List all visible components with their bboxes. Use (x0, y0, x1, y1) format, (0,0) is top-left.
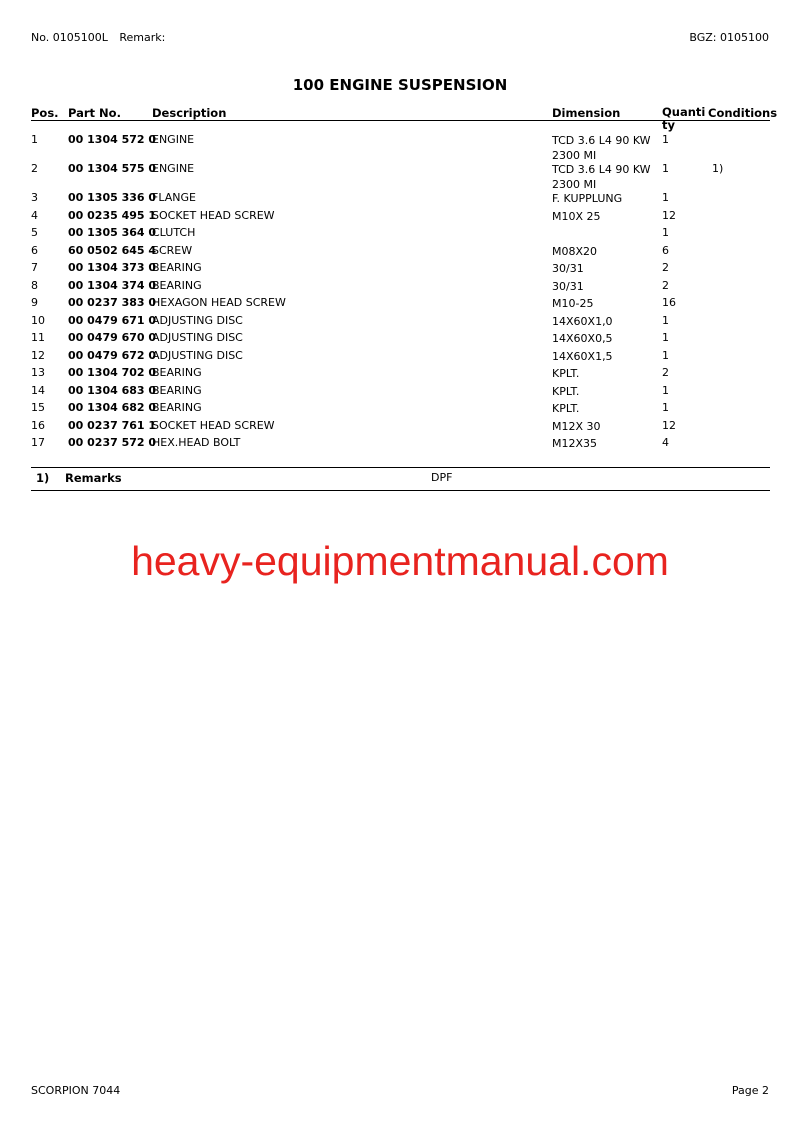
cell-part-no: 00 0237 761 1 (68, 418, 157, 432)
cell-quantity: 1 (662, 133, 669, 146)
cell-quantity: 12 (662, 418, 676, 432)
cell-dimension: KPLT. (552, 402, 580, 415)
table-row (0, 349, 800, 367)
table-row (0, 419, 800, 437)
cell-pos: 13 (31, 366, 45, 379)
column-header-description: Description (152, 106, 227, 120)
cell-description: ADJUSTING DISC (152, 313, 243, 327)
cell-quantity: 2 (662, 366, 669, 379)
cell-part-no: 00 0237 572 0 (68, 436, 157, 449)
cell-part-no: 00 1304 374 0 (68, 278, 157, 292)
column-header-pos: Pos. (31, 106, 59, 120)
cell-quantity: 1 (662, 331, 669, 344)
cell-dimension: 30/31 (552, 262, 584, 275)
remarks-bottom-divider (31, 490, 770, 491)
cell-description: ADJUSTING DISC (152, 331, 243, 344)
cell-dimension: F. KUPPLUNG (552, 192, 623, 205)
cell-description: BEARING (152, 401, 202, 414)
column-header-dimension: Dimension (552, 106, 621, 120)
cell-dimension: M12X35 (552, 437, 598, 450)
cell-part-no: 00 0479 670 0 (68, 331, 157, 344)
remarks-value: DPF (431, 471, 453, 484)
cell-quantity: 1 (662, 226, 669, 239)
document-number: No. 0105100L (31, 31, 108, 44)
table-row (0, 191, 800, 209)
cell-description: FLANGE (152, 191, 196, 204)
cell-part-no: 00 1304 373 0 (68, 261, 157, 274)
cell-part-no: 00 0479 671 0 (68, 313, 157, 327)
cell-pos: 14 (31, 383, 45, 397)
cell-dimension: M08X20 (552, 244, 598, 258)
cell-part-no: 00 0479 672 0 (68, 348, 157, 362)
cell-description: SOCKET HEAD SCREW (152, 418, 275, 432)
watermark-text: heavy-equipmentmanual.com (131, 538, 669, 584)
document-header-left (31, 31, 173, 44)
footer-page-number: Page 2 (731, 1084, 769, 1097)
cell-dimension: TCD 3.6 L4 90 KW 2300 MI (552, 163, 651, 191)
cell-dimension: M10X 25 (552, 209, 601, 223)
cell-quantity: 1 (662, 162, 669, 175)
cell-dimension: M12X 30 (552, 419, 601, 433)
table-row (0, 296, 800, 314)
table-row (0, 162, 800, 191)
cell-pos: 5 (31, 226, 38, 239)
column-header-quantity: Quantity (662, 105, 706, 132)
cell-dimension: 14X60X0,5 (552, 332, 613, 345)
cell-quantity: 1 (662, 348, 669, 362)
cell-description: SOCKET HEAD SCREW (152, 208, 275, 222)
cell-pos: 15 (31, 401, 45, 414)
table-row (0, 331, 800, 349)
table-row (0, 384, 800, 402)
cell-pos: 16 (31, 418, 45, 432)
remarks-label: Remarks (65, 471, 122, 485)
cell-quantity: 1 (662, 191, 669, 204)
table-row (0, 244, 800, 262)
bgz-number: BGZ: 0105100 (689, 31, 769, 44)
remarks-top-divider (31, 467, 770, 468)
cell-pos: 17 (31, 436, 45, 449)
cell-description: HEX.HEAD BOLT (152, 436, 241, 449)
cell-description: SCREW (152, 243, 193, 257)
table-row (0, 226, 800, 244)
cell-pos: 2 (31, 162, 38, 175)
cell-pos: 9 (31, 296, 38, 309)
cell-part-no: 00 0237 383 0 (68, 296, 157, 309)
cell-part-no: 00 1304 575 0 (68, 162, 157, 175)
cell-dimension: TCD 3.6 L4 90 KW 2300 MI (552, 134, 651, 162)
cell-part-no: 00 1304 572 0 (68, 133, 157, 146)
cell-quantity: 4 (662, 436, 669, 449)
cell-dimension: KPLT. (552, 384, 580, 398)
cell-conditions: 1) (712, 162, 724, 175)
cell-description: BEARING (152, 278, 202, 292)
cell-quantity: 1 (662, 313, 669, 327)
cell-pos: 8 (31, 278, 38, 292)
cell-description: HEXAGON HEAD SCREW (152, 296, 286, 309)
cell-dimension: KPLT. (552, 367, 580, 380)
column-header-conditions: Conditions (708, 106, 778, 120)
cell-dimension: M10-25 (552, 297, 594, 310)
cell-dimension: 14X60X1,5 (552, 349, 613, 363)
page-title: 100 ENGINE SUSPENSION (292, 76, 508, 94)
remark-label: Remark: (119, 31, 166, 44)
table-row (0, 133, 800, 162)
cell-dimension: 14X60X1,0 (552, 314, 613, 328)
cell-description: ENGINE (152, 162, 195, 175)
cell-pos: 10 (31, 313, 45, 327)
table-row (0, 261, 800, 279)
cell-part-no: 60 0502 645 4 (68, 243, 157, 257)
cell-quantity: 1 (662, 401, 669, 414)
parts-table-body (0, 133, 800, 454)
cell-description: BEARING (152, 366, 202, 379)
cell-pos: 12 (31, 348, 45, 362)
cell-pos: 7 (31, 261, 38, 274)
cell-description: BEARING (152, 383, 202, 397)
cell-dimension: 30/31 (552, 279, 584, 293)
cell-description: BEARING (152, 261, 202, 274)
cell-pos: 4 (31, 208, 38, 222)
cell-pos: 3 (31, 191, 38, 204)
cell-part-no: 00 0235 495 1 (68, 208, 157, 222)
cell-description: CLUTCH (152, 226, 196, 239)
remarks-number: 1) (36, 471, 50, 485)
cell-quantity: 1 (662, 383, 669, 397)
table-row (0, 279, 800, 297)
cell-description: ADJUSTING DISC (152, 348, 243, 362)
cell-quantity: 2 (662, 278, 669, 292)
cell-part-no: 00 1304 682 0 (68, 401, 157, 414)
table-row (0, 401, 800, 419)
cell-pos: 1 (31, 133, 38, 146)
header-divider (31, 120, 770, 121)
cell-quantity: 2 (662, 261, 669, 274)
footer-model: SCORPION 7044 (31, 1084, 121, 1097)
table-row (0, 366, 800, 384)
cell-quantity: 6 (662, 243, 669, 257)
table-row (0, 436, 800, 454)
cell-description: ENGINE (152, 133, 195, 146)
cell-pos: 6 (31, 243, 38, 257)
cell-part-no: 00 1304 702 0 (68, 366, 157, 379)
table-row (0, 209, 800, 227)
table-row (0, 314, 800, 332)
cell-part-no: 00 1305 364 0 (68, 226, 157, 239)
cell-pos: 11 (31, 331, 45, 344)
cell-quantity: 16 (662, 296, 676, 309)
column-header-part-no: Part No. (68, 106, 121, 120)
cell-quantity: 12 (662, 208, 676, 222)
cell-part-no: 00 1305 336 0 (68, 191, 157, 204)
cell-part-no: 00 1304 683 0 (68, 383, 157, 397)
